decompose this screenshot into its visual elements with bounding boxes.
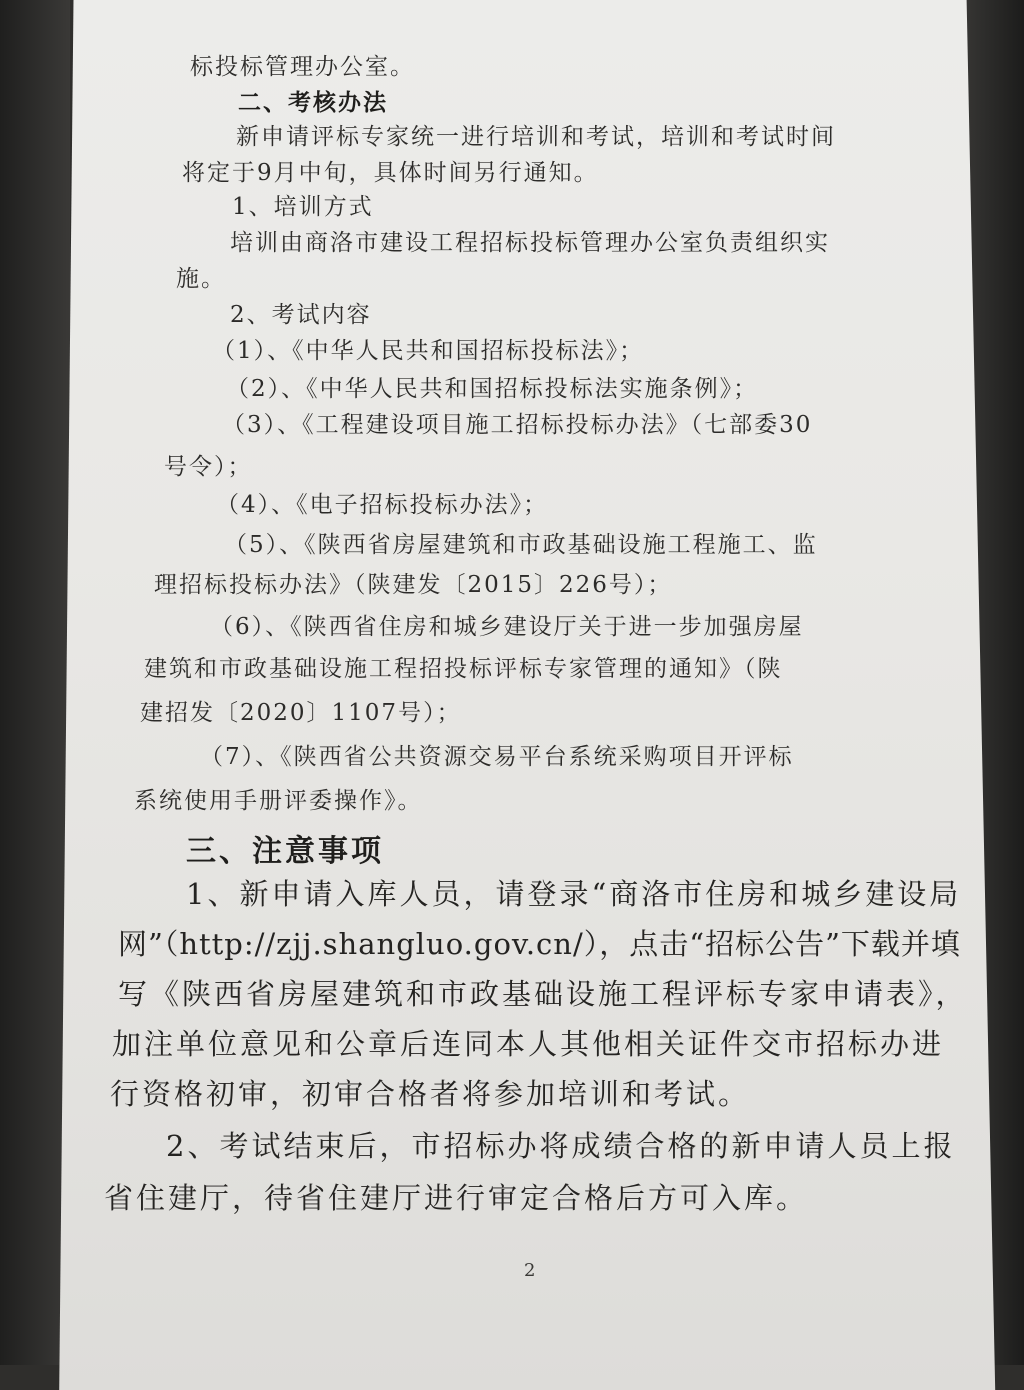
text-line: （2）、《中华人民共和国招标投标法实施条例》；	[226, 376, 759, 402]
section-heading: 二、考核办法	[238, 89, 388, 116]
background-left	[0, 0, 70, 1365]
text-line: 建筑和市政基础设施工程招投标评标专家管理的通知》（陕	[144, 656, 783, 682]
text-line: （1）、《中华人民共和国招标投标法》；	[212, 338, 645, 364]
text-line: （4）、《电子招标投标办法》；	[216, 492, 549, 518]
page-number: 2	[524, 1260, 536, 1281]
text-line: 建招发〔2020〕1107号）；	[140, 700, 462, 726]
text-line: 理招标投标办法》（陕建发〔2015〕226号）；	[154, 572, 673, 598]
text-line: 2、考试内容	[230, 302, 372, 328]
text-line: 2、考试结束后，市招标办将成绩合格的新申请人员上报	[166, 1129, 956, 1163]
text-line: 培训由商洛市建设工程招标投标管理办公室负责组织实	[230, 230, 830, 256]
text-line: （7）、《陕西省公共资源交易平台系统采购项目开评标	[200, 744, 794, 770]
text-line: 标投标管理办公室。	[190, 54, 415, 80]
text-line: 省住建厅，待省住建厅进行审定合格后方可入库。	[104, 1181, 809, 1215]
text-line: （6）、《陕西省住房和城乡建设厅关于进一步加强房屋	[210, 614, 804, 640]
text-line: 施。	[176, 266, 226, 292]
text-line: 行资格初审，初审合格者将参加培训和考试。	[110, 1077, 751, 1111]
text-line: 将定于9月中旬，具体时间另行通知。	[182, 160, 599, 186]
text-line: 加注单位意见和公章后连同本人其他相关证件交市招标办进	[112, 1027, 945, 1061]
text-line: 号令）；	[164, 454, 253, 480]
text-line: 系统使用手册评委操作》。	[134, 788, 423, 814]
text-line: 新申请评标专家统一进行培训和考试，培训和考试时间	[236, 124, 836, 150]
text-line: 1、培训方式	[232, 194, 374, 220]
section-heading: 三、注意事项	[186, 834, 384, 869]
text-line: 1、新申请入库人员，请登录“商洛市住房和城乡建设局	[186, 877, 962, 911]
text-line: 写《陕西省房屋建筑和市政基础设施工程评标专家申请表》，	[118, 977, 968, 1011]
text-line: （5）、《陕西省房屋建筑和市政基础设施工程施工、监	[224, 532, 818, 558]
text-line: 网”（http://zjj.shangluo.gov.cn/），点击“招标公告”下载并填	[118, 927, 961, 961]
text-line: （3）、《工程建设项目施工招标投标办法》（七部委30	[222, 412, 813, 438]
